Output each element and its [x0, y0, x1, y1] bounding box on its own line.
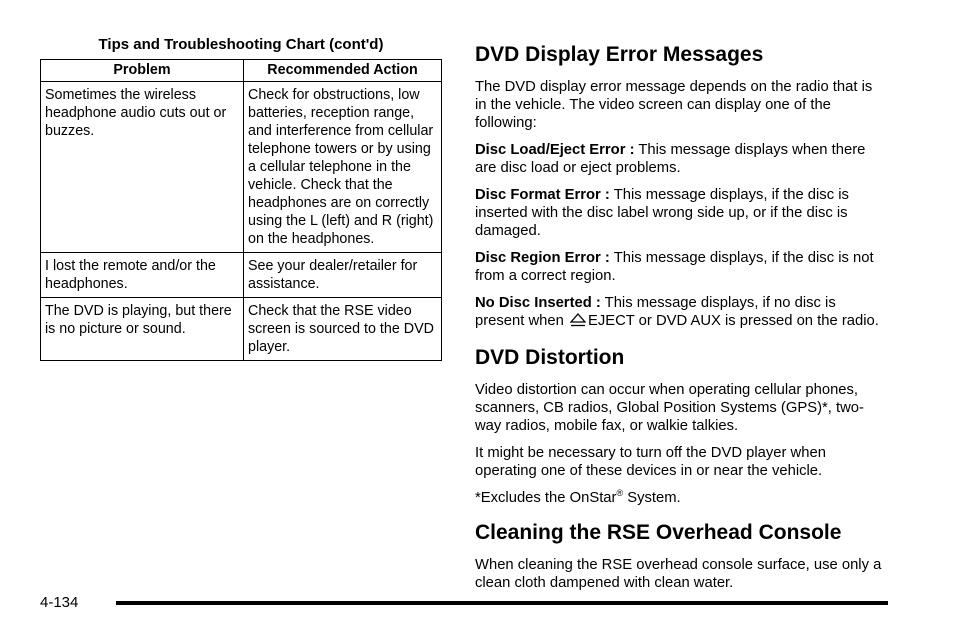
error-term: Disc Load/Eject Error :	[475, 142, 635, 158]
error-description: This message displays, if the disc is inserted with the disc label wrong side up, or if the disc is damaged.	[475, 187, 849, 239]
distortion-para: Video distortion can occur when operating cellular phones, scanners, CB radios, Global Position Systems (GPS)*, two-way radios, mobile fax, or walkie talkies.	[475, 382, 864, 434]
problem-cell: I lost the remote and/or the headphones.	[41, 253, 244, 298]
error-term: Disc Format Error :	[475, 187, 610, 203]
error-item	[475, 141, 887, 177]
error-term: No Disc Inserted :	[475, 295, 601, 311]
error-description: This message displays, if the disc is not from a correct region.	[475, 250, 874, 284]
distortion-para: It might be necessary to turn off the DVD player when operating one of these devices in or near the vehicle.	[475, 445, 826, 479]
error-term: Disc Region Error :	[475, 250, 610, 266]
action-cell: Check for obstructions, low batteries, reception range, and interference from cellular telephone towers or by using a cellular telephone in the vehicle. Check that the headphones are on correctly using the L (left) and R (right) on the headphones.	[244, 82, 442, 253]
registered-mark: ®	[616, 488, 624, 499]
action-cell: Check that the RSE video screen is sourced to the DVD player.	[244, 298, 442, 361]
troubleshooting-chart	[40, 36, 442, 361]
action-cell: See your dealer/retailer for assistance.	[244, 253, 442, 298]
right-column	[475, 42, 887, 601]
header-action: Recommended Action	[244, 60, 442, 82]
error-description-cont: EJECT or DVD AUX is pressed on the radio.	[587, 313, 879, 329]
eject-icon	[570, 313, 586, 332]
error-description: This message displays when there are disc load or eject problems.	[475, 142, 866, 176]
footnote	[475, 489, 887, 507]
cleaning-para: When cleaning the RSE overhead console surface, use only a clean cloth dampened with clean water.	[475, 557, 882, 591]
distortion-heading: DVD Distortion	[475, 346, 625, 369]
chart-title: Tips and Troubleshooting Chart (cont'd)	[98, 36, 384, 53]
table-header-row	[41, 60, 442, 82]
cleaning-heading: Cleaning the RSE Overhead Console	[475, 521, 842, 544]
table-row	[41, 298, 442, 361]
error-intro: The DVD display error message depends on the radio that is in the vehicle. The video screen can display one of the following:	[475, 79, 873, 131]
footnote-text: *Excludes the OnStar	[475, 490, 617, 506]
error-item	[475, 294, 887, 332]
error-item	[475, 186, 887, 240]
troubleshooting-table	[40, 59, 442, 361]
header-problem: Problem	[41, 60, 244, 82]
footer-rule	[116, 601, 888, 605]
error-item	[475, 249, 887, 285]
page-number: 4-134	[40, 594, 79, 611]
table-row	[41, 253, 442, 298]
table-row	[41, 82, 442, 253]
problem-cell: The DVD is playing, but there is no picture or sound.	[41, 298, 244, 361]
problem-cell: Sometimes the wireless headphone audio cuts out or buzzes.	[41, 82, 244, 253]
error-messages-heading: DVD Display Error Messages	[475, 43, 764, 66]
error-description: This message displays, if no disc is present when	[475, 295, 836, 329]
footnote-text-end: System.	[623, 490, 681, 506]
